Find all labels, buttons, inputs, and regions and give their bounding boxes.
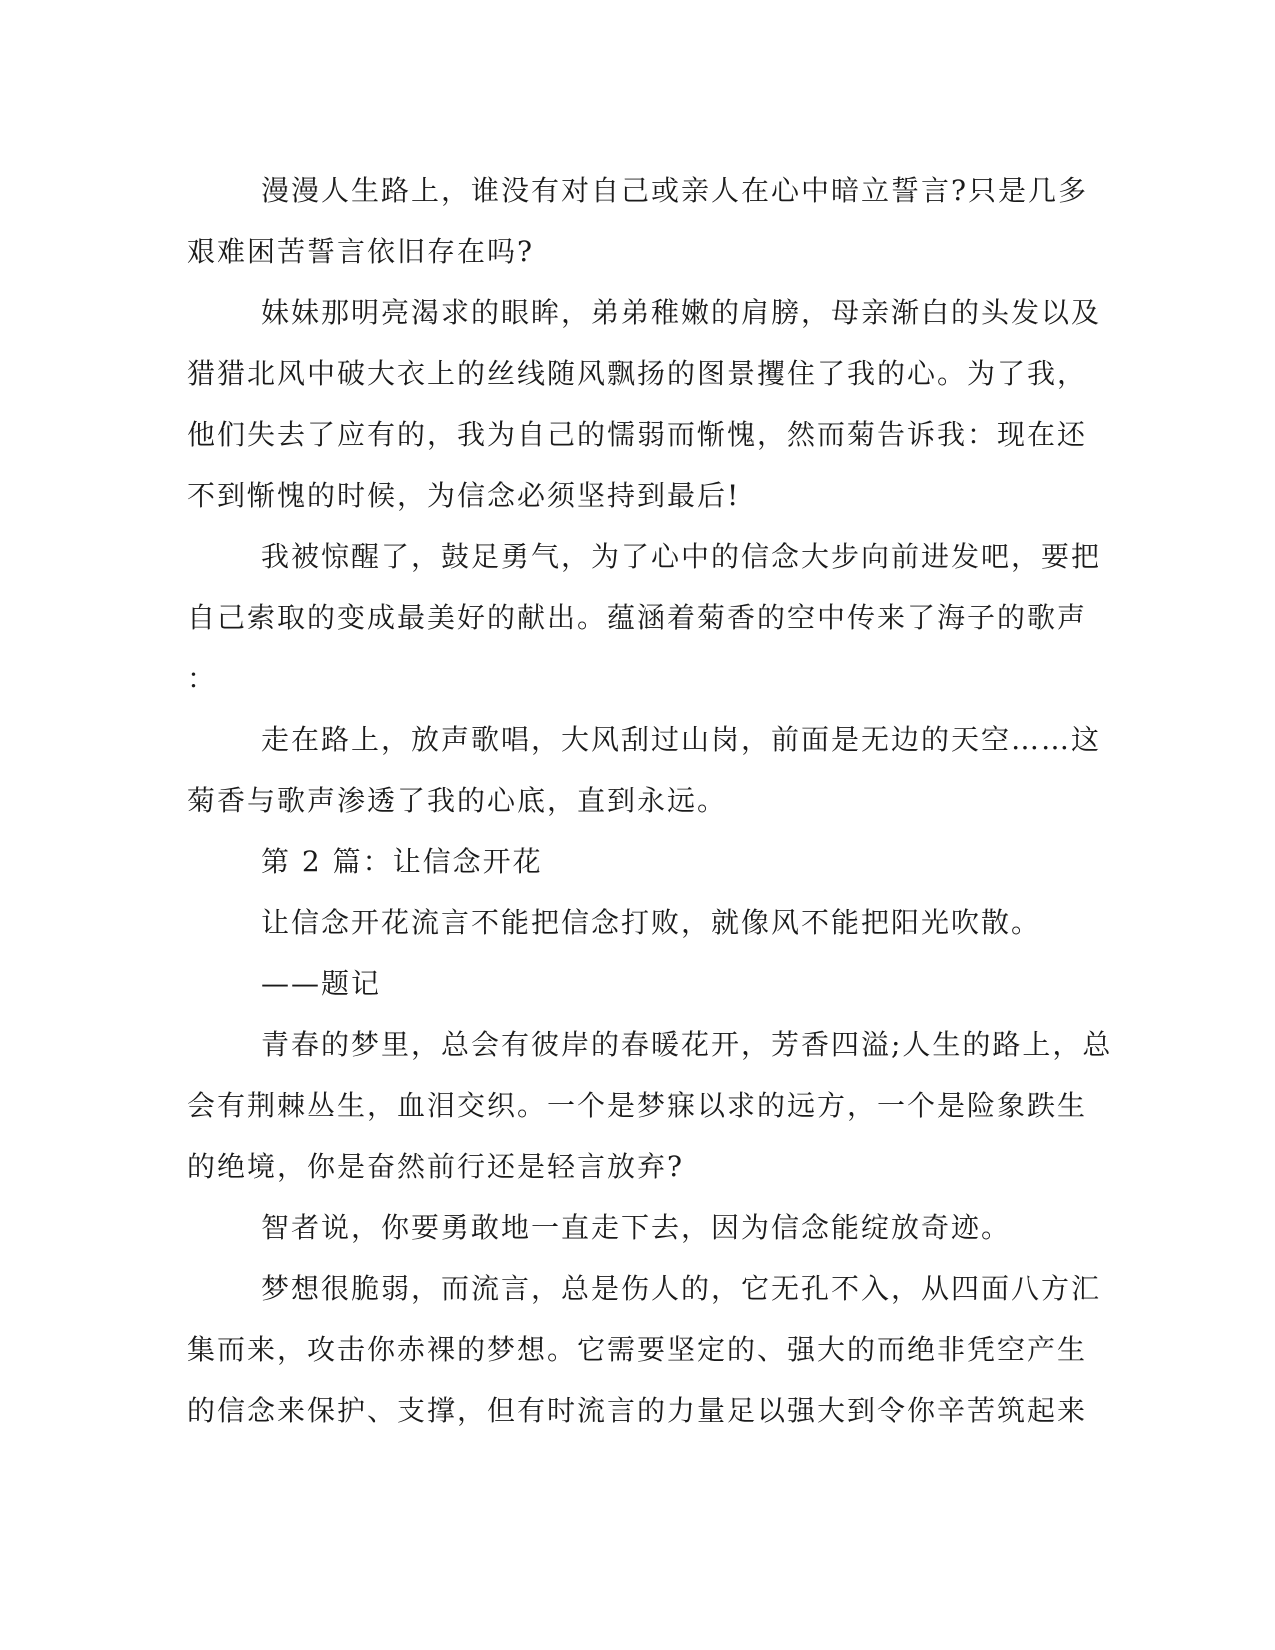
paragraph — [187, 709, 1102, 831]
paragraph-line: ： — [187, 662, 218, 695]
paragraph-line: 艰难困苦誓言依旧存在吗? — [187, 235, 535, 268]
paragraph-line: 梦想很脆弱，而流言，总是伤人的，它无孔不入，从四面八方汇 — [261, 1272, 1102, 1305]
paragraph-line: 集而来，攻击你赤裸的梦想。它需要坚定的、强大的而绝非凭空产生 — [187, 1333, 1088, 1366]
paragraph-line: 猎猎北风中破大衣上的丝线随风飘扬的图景攫住了我的心。为了我， — [187, 357, 1088, 390]
paragraph-line: 妹妹那明亮渴求的眼眸，弟弟稚嫩的肩膀，母亲渐白的头发以及 — [261, 296, 1102, 329]
paragraph — [187, 1197, 1067, 1258]
paragraph — [187, 1258, 1102, 1441]
paragraph-line: 自己索取的变成最美好的献出。蕴涵着菊香的空中传来了海子的歌声 — [187, 601, 1088, 634]
paragraph-line: 的信念来保护、支撑，但有时流言的力量足以强大到令你辛苦筑起来 — [187, 1394, 1088, 1427]
paragraph-line: 让信念开花流言不能把信念打败，就像风不能把阳光吹散。 — [261, 906, 1042, 939]
paragraph-line: 菊香与歌声渗透了我的心底，直到永远。 — [187, 784, 728, 817]
paragraph-line: ——题记 — [261, 967, 382, 1000]
paragraph — [187, 160, 1089, 282]
paragraph-line: 第 2 篇：让信念开花 — [261, 845, 543, 878]
document-body — [187, 160, 1113, 1441]
paragraph-line: 青春的梦里，总会有彼岸的春暖花开，芳香四溢;人生的路上，总 — [261, 1028, 1113, 1061]
paragraph-line: 漫漫人生路上，谁没有对自己或亲人在心中暗立誓言?只是几多 — [261, 174, 1089, 207]
paragraph-line: 智者说，你要勇敢地一直走下去，因为信念能绽放奇迹。 — [261, 1211, 1012, 1244]
paragraph — [187, 282, 1102, 526]
paragraph — [187, 526, 1102, 709]
paragraph — [187, 953, 1067, 1014]
paragraph-line: 走在路上，放声歌唱，大风刮过山岗，前面是无边的天空……这 — [261, 723, 1102, 756]
paragraph-line: 会有荆棘丛生，血泪交织。一个是梦寐以求的远方，一个是险象跌生 — [187, 1089, 1088, 1122]
paragraph-line: 的绝境，你是奋然前行还是轻言放弃? — [187, 1150, 685, 1183]
paragraph — [187, 892, 1067, 953]
paragraph — [187, 831, 1067, 892]
paragraph — [187, 1014, 1113, 1197]
paragraph-line: 我被惊醒了，鼓足勇气，为了心中的信念大步向前进发吧，要把 — [261, 540, 1102, 573]
paragraph-line: 不到惭愧的时候，为信念必须坚持到最后! — [187, 479, 741, 512]
paragraph-line: 他们失去了应有的，我为自己的懦弱而惭愧，然而菊告诉我：现在还 — [187, 418, 1088, 451]
